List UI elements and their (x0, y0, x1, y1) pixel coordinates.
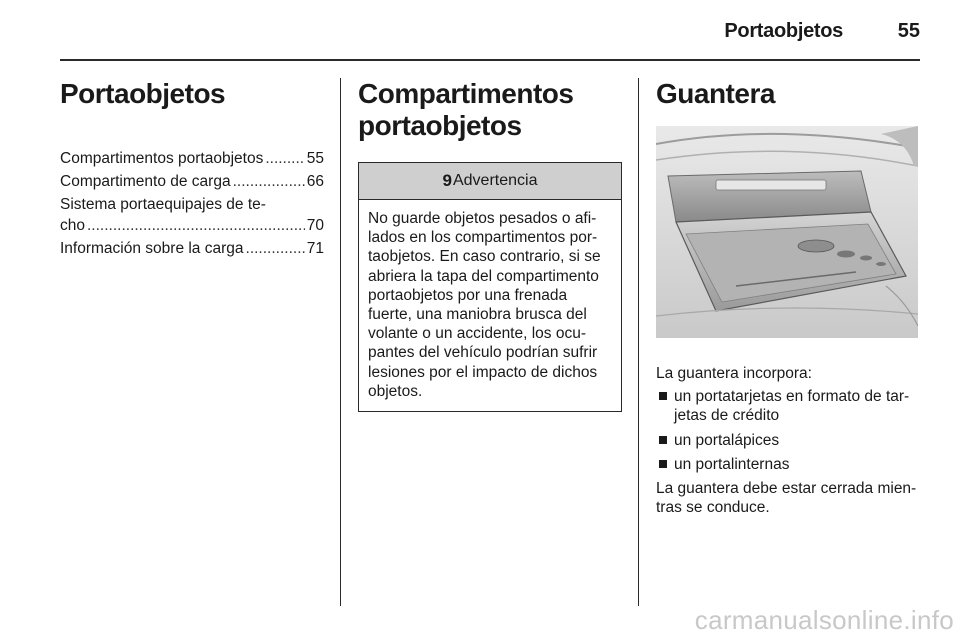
toc-entry-label: cho (60, 217, 85, 234)
column-divider (340, 78, 341, 606)
list-item: un portalinternas (656, 455, 920, 474)
list-item: un portalápices (656, 431, 920, 450)
warning-title: Advertencia (452, 172, 538, 189)
warning-box (358, 162, 622, 412)
column-divider (638, 78, 639, 606)
toc-entry-label: Compartimentos portaobjetos (60, 150, 264, 167)
toc-leader-dots (265, 148, 304, 169)
toc-leader-dots (233, 171, 305, 192)
toc-leader-dots (246, 238, 305, 259)
section-heading-line: portaobjetos (358, 110, 522, 141)
toc-entry-label: Información sobre la carga (60, 240, 244, 257)
warning-icon: 9 (442, 171, 452, 190)
page-header (60, 0, 920, 61)
toc-column (60, 78, 324, 261)
glovebox-note: La guantera debe estar cerrada mien-tras se conduce. (656, 480, 917, 517)
toc-list (60, 148, 324, 259)
list-item: un portatarjetas en formato de tar-jetas de crédito (656, 387, 920, 425)
toc-heading: Portaobjetos (60, 78, 226, 109)
section-heading-line: Compartimentos (358, 78, 574, 109)
toc-entry-page: 71 (306, 240, 324, 257)
section-heading: Guantera (656, 78, 775, 109)
toc-leader-dots (87, 215, 305, 236)
toc-entry-page: 55 (306, 150, 324, 167)
header-title: Portaobjetos (724, 20, 843, 42)
glovebox-column (656, 78, 920, 517)
toc-entry-label: Sistema portaequipajes de te- (60, 196, 266, 213)
warning-text: No guarde objetos pesados o afi-lados en los compartimentos por-taobjetos. En caso contrario, si se abriera la tapa del compartimento portaobjetos por una frenada fuerte, una maniobra brusca del volante o un accidente, los ocu-pantes del vehículo podrían sufrir lesiones por el impacto de dichos objetos. (368, 210, 601, 400)
toc-entry[interactable] (60, 171, 324, 192)
glovebox-illustration-icon (656, 126, 918, 338)
toc-entry-label: Compartimento de carga (60, 173, 231, 190)
glovebox-feature-list (656, 387, 920, 474)
glovebox-intro: La guantera incorpora: (656, 365, 812, 382)
page-number: 55 (897, 20, 920, 42)
toc-entry-page: 66 (306, 173, 324, 190)
warning-header (359, 163, 621, 200)
watermark: carmanualsonline.info (694, 605, 954, 635)
compartments-column (358, 78, 622, 412)
toc-entry[interactable] (60, 148, 324, 169)
toc-entry-page: 70 (306, 217, 324, 234)
section-heading (358, 78, 622, 142)
toc-entry[interactable] (60, 194, 324, 236)
toc-entry[interactable] (60, 238, 324, 259)
